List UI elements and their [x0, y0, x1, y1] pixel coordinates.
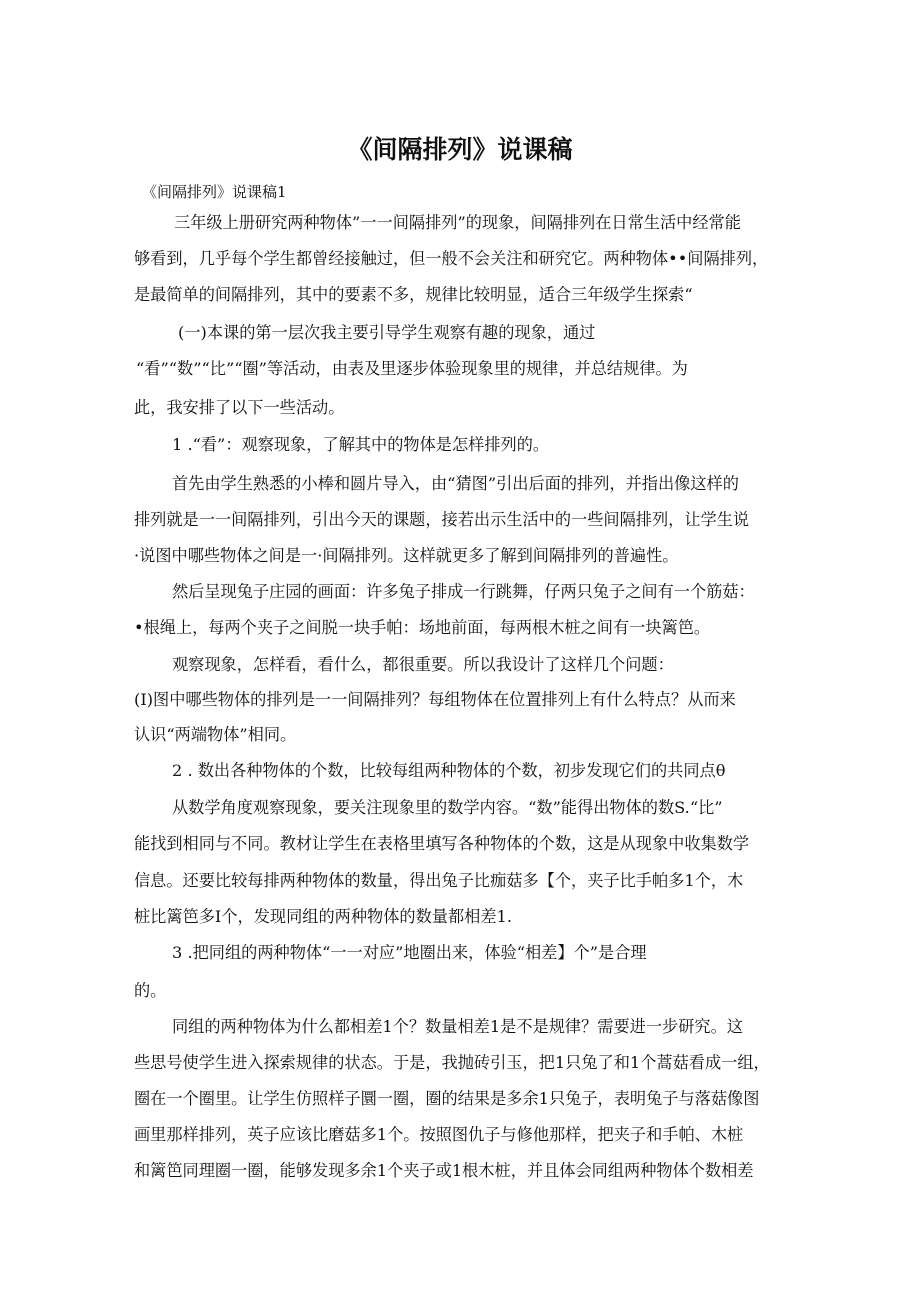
paragraph-line: (I)图中哪些物体的排列是一一间隔排列？每组物体在位置排列上有什么特点？从而来 [134, 690, 736, 709]
document-subtitle: 《间隔排列》说课稿1 [142, 183, 287, 201]
paragraph-line: 排列就是一一间隔排列，引出今天的课题，接若出示生活中的一些间隔排列，让学生说 [134, 510, 750, 529]
paragraph-line: 能找到相同与不同。教材让学生在表格里填写各种物体的个数，这是从现象中收集数学 [134, 834, 750, 853]
paragraph-line: (一)本课的第一层次我主要引导学生观察有趣的现象，通过 [178, 323, 596, 342]
paragraph-line: 同组的两种物体为什么都相差1个？数量相差1是不是规律？需要进一步研究。这 [172, 1017, 743, 1036]
paragraph-line: 然后呈现兔子庄园的画面：许多兔子排成一行跳舞，仔两只兔子之间有一个筋菇： [172, 582, 755, 601]
paragraph-line: 圈在一个圈里。让学生仿照样子圜一圈，圈的结果是多余1只兔子，表明兔子与落菇像图 [134, 1089, 760, 1108]
paragraph-line: 首先由学生熟悉的小棒和圆片导入，由“猜图”引出后面的排列，并指出像这样的 [172, 474, 739, 493]
paragraph-line: 从数学角度观察现象，要关注现象里的数学内容。“数”能得出物体的数S.“比” [172, 798, 723, 817]
paragraph-line: 1 .“看”：观察现象，了解其中的物体是怎样排列的。 [172, 435, 550, 454]
document-title: 《间隔排列》说课稿 [347, 135, 573, 164]
paragraph-line: 三年级上册研究两种物体”一一间隔排列”的现象，间隔排列在日常生活中经常能 [174, 213, 741, 232]
paragraph-line: 和篱笆同理圈一圈，能够发现多余1个夹子或1根木桩，并且体会同组两种物体个数相差 [134, 1161, 754, 1180]
paragraph-line: •根绳上，每两个夹子之间脱一块手帕：场地前面，每两根木桩之间有一块篱笆。 [134, 618, 711, 637]
paragraph-line: 桩比篱笆多I个，发现同组的两种物体的数量都相差1. [134, 907, 512, 926]
paragraph-line: 信息。还要比较每排两种物体的数量，得出兔子比痂菇多【个，夹子比手帕多1个，木 [134, 871, 744, 890]
paragraph-line: 的。 [134, 981, 167, 1000]
paragraph-line: ·说图中哪些物体之间是一·间隔排列。这样就更多了解到间隔排列的普遍性。 [134, 546, 679, 565]
paragraph-line: 够看到，几乎每个学生都曾经接触过，但一般不会关注和研究它。两种物体••间隔排列， [134, 249, 769, 268]
paragraph-line: 认识“两端物体”相同。 [134, 725, 297, 744]
paragraph-line: 2 . 数出各种物体的个数，比较每组两种物体的个数，初步发现它们的共同点θ [172, 761, 726, 780]
paragraph-line: 些思号使学生进入探索规律的状态。于是，我抛砖引玉，把1只兔了和1个蒿菇看成一组， [134, 1053, 770, 1072]
paragraph-line: 是最简单的间隔排列，其中的要素不多，规律比较明显，适合三年级学生探索“ [134, 285, 693, 304]
paragraph-line: 3 .把同组的两种物体“一一对应”地圈出来，体验“相差】个”是合理 [172, 943, 647, 962]
paragraph-line: “看”“数”“比”“圈”等活动，由表及里逐步体验现象里的规律，并总结规律。为 [136, 359, 688, 378]
paragraph-line: 画里那样排列，英子应该比磨菇多1个。按照图仇子与修他那样，把夹子和手帕、木桩 [134, 1125, 744, 1144]
paragraph-line: 观察现象，怎样看，看什么，都很重要。所以我设计了这样几个问题： [172, 655, 674, 674]
paragraph-line: 此，我安排了以下一些活动。 [134, 398, 345, 417]
